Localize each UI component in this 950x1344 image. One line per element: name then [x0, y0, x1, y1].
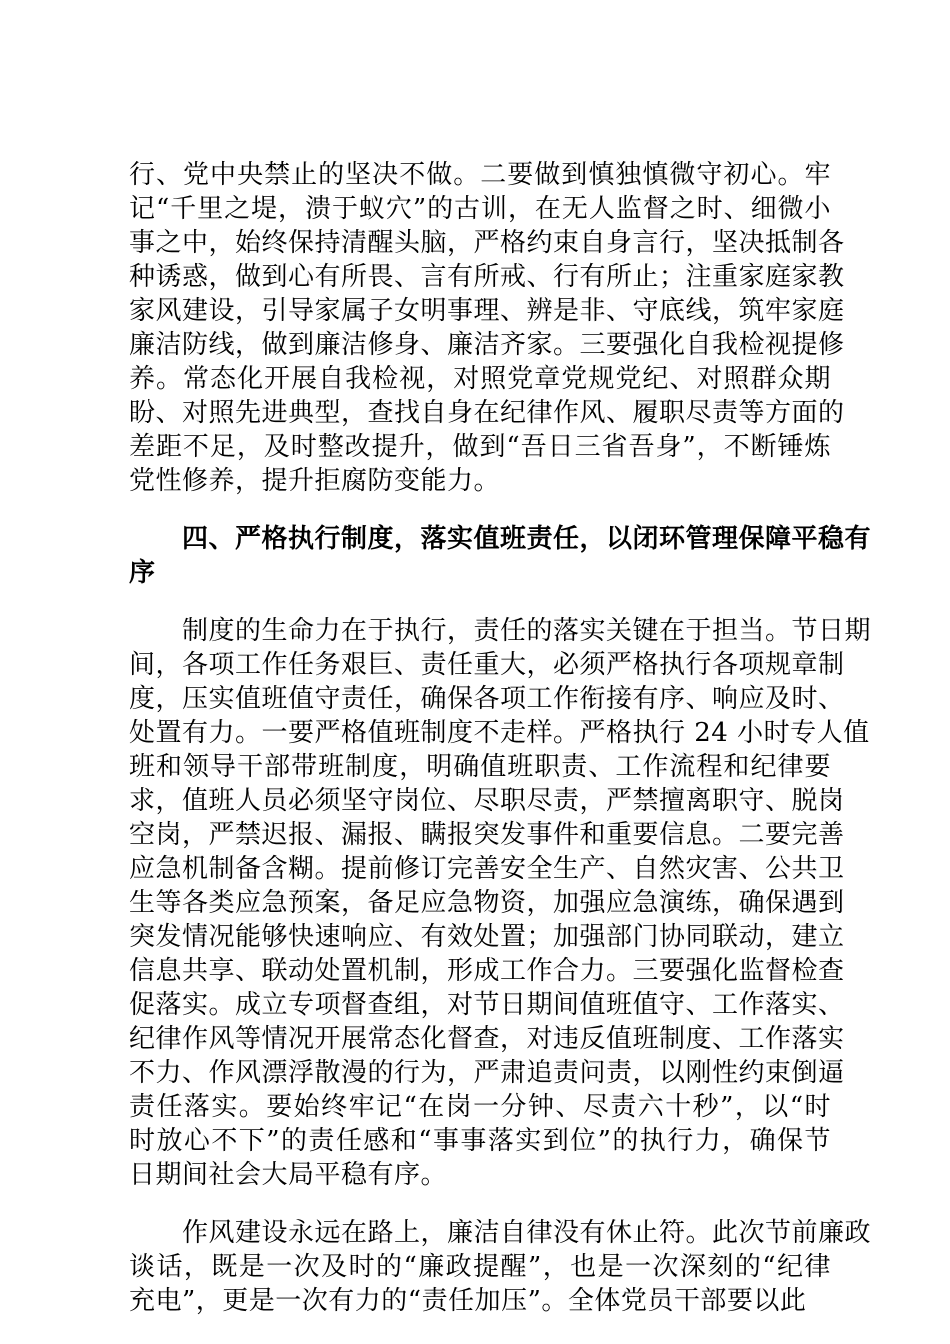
text-line: 廉洁防线，做到廉洁修身、廉洁齐家。三要强化自我检视提修: [129, 330, 845, 360]
text-line: 种诱惑，做到心有所畏、言有所戒、行有所止；注重家庭家教: [129, 262, 845, 292]
text-line: 充电”，更是一次有力的“责任加压”。全体党员干部要以此: [129, 1286, 807, 1316]
text-line: 信息共享、联动处置机制，形成工作合力。三要强化监督检查: [129, 956, 845, 986]
paragraph-body: [129, 614, 872, 1192]
text-line: 纪律作风等情况开展常态化督查，对违反值班制度、工作落实: [129, 1024, 845, 1054]
text-line: 责任落实。要始终牢记“在岗一分钟、尽责六十秒”，以“时: [129, 1092, 831, 1122]
text-line: 生等各类应急预案，备足应急物资，加强应急演练，确保遇到: [129, 888, 845, 918]
paragraph-body: [129, 1216, 872, 1318]
text-line: 处置有力。一要严格值班制度不走样。严格执行 24 小时专人值: [129, 718, 870, 748]
text-line: 求，值班人员必须坚守岗位、尽职尽责，严禁擅离职守、脱岗: [129, 786, 845, 816]
text-line: 作风建设永远在路上，廉洁自律没有休止符。此次节前廉政: [129, 1218, 872, 1248]
text-line: 时放心不下”的责任感和“事事落实到位”的执行力，确保节: [129, 1126, 831, 1156]
text-line: 间，各项工作任务艰巨、责任重大，必须严格执行各项规章制: [129, 650, 845, 680]
heading-line: 序: [129, 558, 156, 588]
text-line: 谈话，既是一次及时的“廉政提醒”，也是一次深刻的“纪律: [129, 1252, 831, 1282]
paragraph-body: [129, 158, 845, 498]
section-heading: [129, 522, 872, 590]
text-line: 日期间社会大局平稳有序。: [129, 1160, 448, 1190]
text-line: 差距不足，及时整改提升，做到“吾日三省吾身”，不断锤炼: [129, 432, 831, 462]
text-line: 空岗，严禁迟报、漏报、瞒报突发事件和重要信息。二要完善: [129, 820, 845, 850]
text-line: 盼、对照先进典型，查找自身在纪律作风、履职尽责等方面的: [129, 398, 845, 428]
text-line: 突发情况能够快速响应、有效处置；加强部门协同联动，建立: [129, 922, 845, 952]
text-line: 行、党中央禁止的坚决不做。二要做到慎独慎微守初心。牢: [129, 160, 831, 190]
text-line: 不力、作风漂浮散漫的行为，严肃追责问责，以刚性约束倒逼: [129, 1058, 845, 1088]
text-line: 班和领导干部带班制度，明确值班职责、工作流程和纪律要: [129, 752, 831, 782]
document-page: [129, 158, 872, 1342]
text-line: 养。常态化开展自我检视，对照党章党规党纪、对照群众期: [129, 364, 831, 394]
text-line: 党性修养，提升拒腐防变能力。: [129, 466, 501, 496]
heading-line: 四、严格执行制度，落实值班责任，以闭环管理保障平稳有: [129, 524, 872, 554]
text-line: 度，压实值班值守责任，确保各项工作衔接有序、响应及时、: [129, 684, 845, 714]
text-line: 制度的生命力在于执行，责任的落实关键在于担当。节日期: [129, 616, 872, 646]
text-line: 应急机制备含糊。提前修订完善安全生产、自然灾害、公共卫: [129, 854, 845, 884]
text-line: 家风建设，引导家属子女明事理、辨是非、守底线，筑牢家庭: [129, 296, 845, 326]
text-line: 记“千里之堤，溃于蚁穴”的古训，在无人监督之时、细微小: [129, 194, 831, 224]
text-line: 事之中，始终保持清醒头脑，严格约束自身言行，坚决抵制各: [129, 228, 845, 258]
text-line: 促落实。成立专项督查组，对节日期间值班值守、工作落实、: [129, 990, 845, 1020]
